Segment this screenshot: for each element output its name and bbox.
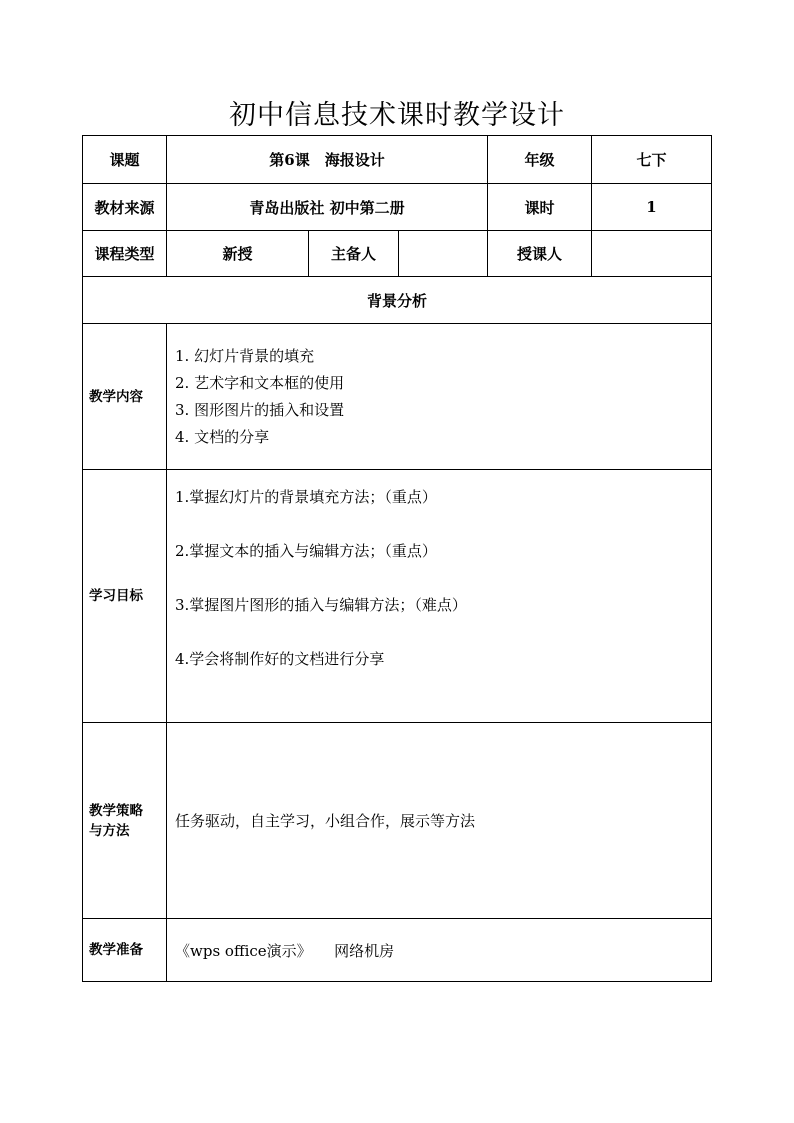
strategy-text: 任务驱动，自主学习，小组合作，展示等方法 <box>167 723 712 919</box>
background-heading: 背景分析 <box>83 277 712 324</box>
teacher-value <box>592 231 712 277</box>
strategy-label-line2: 与方法 <box>89 822 130 839</box>
type-label: 课程类型 <box>83 231 167 277</box>
goal-item: 2.掌握文本的插入与编辑方法；（重点） <box>175 542 437 560</box>
content-list <box>167 324 712 470</box>
content-item: 2. 艺术字和文本框的使用 <box>175 373 345 392</box>
content-item: 3. 图形图片的插入和设置 <box>175 400 345 419</box>
page-title: 初中信息技术课时教学设计 <box>229 100 565 131</box>
row-content <box>83 324 712 470</box>
lesson-plan-table <box>82 135 712 982</box>
teacher-label: 授课人 <box>488 231 592 277</box>
row-goals <box>83 470 712 723</box>
prep-text: 《wps office演示》 网络机房 <box>167 919 712 982</box>
content-item: 1. 幻灯片背景的填充 <box>175 346 315 365</box>
source-value: 青岛出版社 初中第二册 <box>167 184 488 231</box>
hours-label: 课时 <box>488 184 592 231</box>
goal-item: 4.学会将制作好的文档进行分享 <box>175 650 385 668</box>
prep-label: 教学准备 <box>83 919 167 982</box>
goals-label: 学习目标 <box>83 470 167 723</box>
strategy-label <box>83 723 167 919</box>
goals-list <box>167 470 712 723</box>
lead-label: 主备人 <box>309 231 399 277</box>
goal-item: 3.掌握图片图形的插入与编辑方法；（难点） <box>175 596 467 614</box>
row-strategy <box>83 723 712 919</box>
content-item: 4. 文档的分享 <box>175 427 270 446</box>
row-background-heading <box>83 277 712 324</box>
goal-item: 1.掌握幻灯片的背景填充方法；（重点） <box>175 488 437 506</box>
row-prep <box>83 919 712 982</box>
topic-label: 课题 <box>83 136 167 184</box>
grade-label: 年级 <box>488 136 592 184</box>
hours-value: 1 <box>592 184 712 231</box>
grade-value: 七下 <box>592 136 712 184</box>
content-label: 教学内容 <box>83 324 167 470</box>
row-type <box>83 231 712 277</box>
source-label: 教材来源 <box>83 184 167 231</box>
row-source <box>83 184 712 231</box>
strategy-label-line1: 教学策略 <box>89 802 143 819</box>
lead-value <box>399 231 488 277</box>
topic-value: 第6课 海报设计 <box>167 136 488 184</box>
type-value: 新授 <box>167 231 309 277</box>
row-topic <box>83 136 712 184</box>
